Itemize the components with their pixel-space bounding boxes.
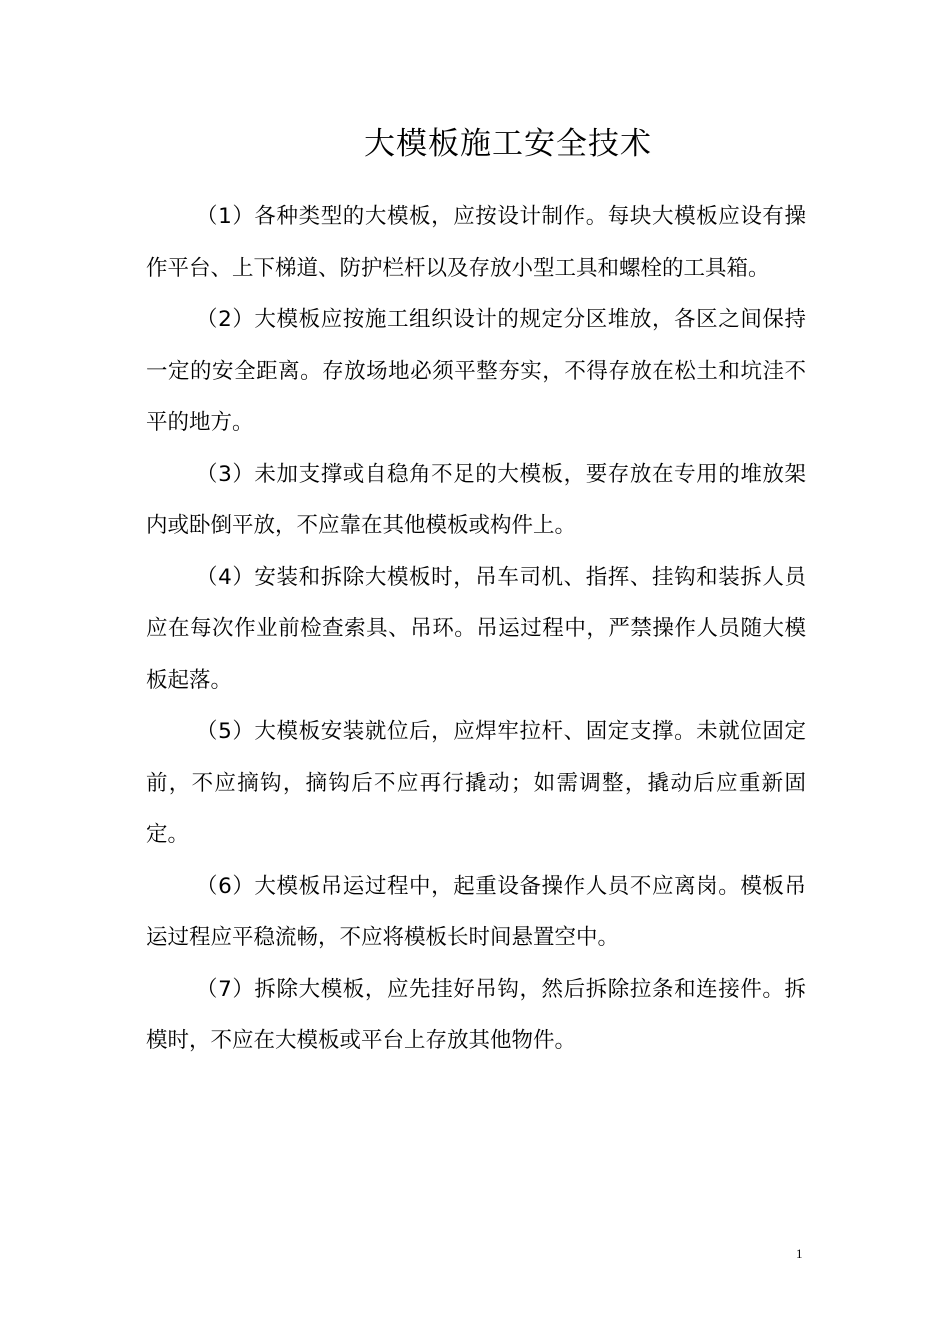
paragraph-6: （6）大模板吊运过程中，起重设备操作人员不应离岗。模板吊运过程应平稳流畅，不应将模板长时间悬置空中。 [146, 873, 806, 950]
document-title: 大模板施工安全技术 [364, 126, 652, 162]
document-body [146, 191, 806, 1067]
paragraph-5: （5）大模板安装就位后，应焊牢拉杆、固定支撑。未就位固定前，不应摘钩，摘钩后不应再行撬动；如需调整，撬动后应重新固定。 [146, 719, 806, 847]
paragraph-3: （3）未加支撑或自稳角不足的大模板，要存放在专用的堆放架内或卧倒平放，不应靠在其他模板或构件上。 [146, 461, 806, 538]
paragraph-4: （4）安装和拆除大模板时，吊车司机、指挥、挂钩和装拆人员应在每次作业前检查索具、吊环。吊运过程中，严禁操作人员随大模板起落。 [146, 564, 806, 693]
paragraph-1: （1）各种类型的大模板，应按设计制作。每块大模板应设有操作平台、上下梯道、防护栏杆以及存放小型工具和螺栓的工具箱。 [146, 204, 806, 281]
page-number: 1 [796, 1246, 803, 1261]
paragraph-7: （7）拆除大模板，应先挂好吊钩，然后拆除拉条和连接件。拆模时，不应在大模板或平台上存放其他物件。 [146, 976, 806, 1053]
paragraph-2: （2）大模板应按施工组织设计的规定分区堆放，各区之间保持一定的安全距离。存放场地必须平整夯实，不得存放在松土和坑洼不平的地方。 [146, 307, 806, 435]
